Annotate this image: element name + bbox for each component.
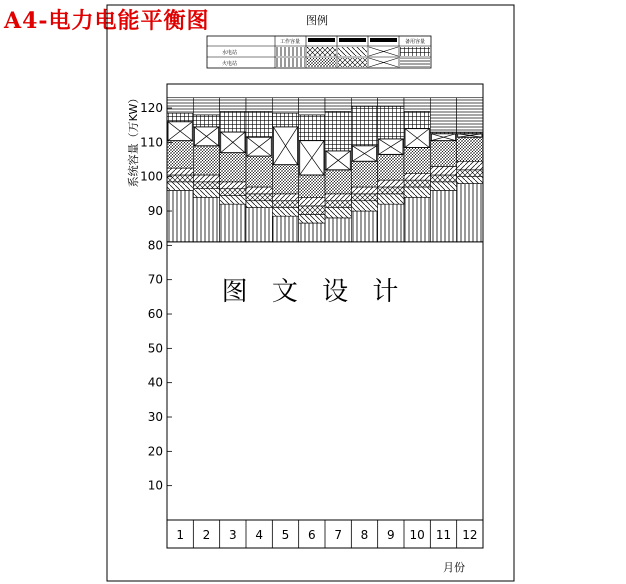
band-5-month-1 (167, 141, 193, 168)
band-8-month-6 (299, 98, 325, 115)
band-3-month-4 (246, 194, 272, 201)
band-2-month-12 (457, 177, 483, 184)
band-4-month-8 (351, 187, 377, 194)
y-tick-label: 100 (140, 169, 163, 184)
band-7-month-6 (299, 115, 325, 141)
band-2-month-7 (325, 208, 351, 218)
reserve-box-month-8 (352, 146, 376, 161)
band-1-month-2 (193, 197, 219, 242)
balance-chart (140, 84, 483, 548)
legend-header-5: 备用容量 (404, 39, 426, 45)
band-1-month-7 (325, 218, 351, 242)
page-title: A4-电力电能平衡图 (4, 8, 210, 34)
band-4-month-7 (325, 194, 351, 201)
band-4-month-10 (404, 173, 430, 180)
band-8-month-4 (246, 98, 272, 112)
band-7-month-8 (351, 106, 377, 145)
y-tick-label: 80 (147, 238, 163, 253)
legend-swatch-vert-2 (276, 58, 305, 67)
band-2-month-10 (404, 187, 430, 197)
band-2-month-5 (272, 208, 298, 217)
legend-swatch-horiz (400, 58, 430, 67)
band-3-month-6 (299, 206, 325, 215)
y-tick-label: 60 (147, 307, 163, 322)
band-4-month-1 (167, 168, 193, 175)
y-tick-label: 110 (140, 135, 163, 150)
month-label: 1 (176, 528, 184, 542)
reserve-box-month-12 (458, 134, 482, 137)
reserve-box-month-10 (405, 129, 429, 148)
month-label: 9 (387, 528, 395, 542)
band-5-month-11 (430, 141, 456, 167)
legend-swatch-xbox-2 (369, 58, 398, 67)
y-tick-label: 10 (147, 478, 163, 493)
reserve-box-month-11 (431, 134, 455, 141)
month-label: 4 (255, 528, 263, 542)
legend-swatch-back (338, 47, 367, 56)
band-4-month-6 (299, 197, 325, 206)
band-5-month-10 (404, 148, 430, 174)
band-2-month-11 (430, 182, 456, 191)
legend-swatch-grid (400, 47, 430, 56)
band-7-month-9 (378, 106, 404, 139)
band-4-month-9 (378, 180, 404, 187)
month-label: 8 (360, 528, 369, 542)
y-tick-label: 120 (140, 101, 163, 116)
band-5-month-4 (246, 156, 272, 187)
y-tick-label: 50 (147, 341, 163, 356)
band-8-month-3 (220, 98, 246, 112)
legend-swatch-cross (307, 47, 336, 56)
band-7-month-4 (246, 111, 272, 137)
legend (207, 13, 431, 68)
reserve-box-month-5 (273, 127, 297, 165)
band-2-month-4 (246, 201, 272, 208)
band-8-month-1 (167, 98, 193, 113)
y-tick-label: 20 (147, 444, 163, 459)
band-3-month-8 (351, 194, 377, 201)
band-2-month-3 (220, 196, 246, 205)
legend-swatch-dense (307, 58, 336, 67)
month-label: 12 (462, 528, 478, 542)
band-7-month-1 (167, 113, 193, 122)
legend-row-thermal: 火电站 (222, 61, 238, 67)
band-3-month-3 (220, 189, 246, 196)
band-4-month-3 (220, 182, 246, 189)
legend-swatch-cross-2 (338, 58, 367, 67)
band-3-month-7 (325, 201, 351, 208)
y-tick-label: 40 (147, 375, 163, 390)
band-8-month-9 (378, 98, 404, 107)
reserve-box-month-1 (168, 122, 192, 141)
month-label: 11 (435, 528, 452, 542)
band-3-month-11 (430, 175, 456, 182)
band-5-month-12 (457, 137, 483, 161)
band-5-month-3 (220, 153, 246, 182)
month-row (167, 520, 483, 548)
band-1-month-8 (351, 211, 377, 242)
band-3-month-10 (404, 180, 430, 187)
band-5-month-5 (272, 165, 298, 194)
month-label: 5 (281, 528, 290, 542)
band-3-month-1 (167, 175, 193, 182)
band-1-month-11 (430, 190, 456, 241)
capacity-bands (167, 98, 483, 242)
band-7-month-2 (193, 115, 219, 127)
band-1-month-5 (272, 216, 298, 242)
band-8-month-2 (193, 98, 219, 115)
band-4-month-11 (430, 166, 456, 175)
x-axis-label: 月份 (443, 561, 465, 574)
month-label: 6 (308, 528, 316, 542)
legend-swatch-vert (276, 47, 305, 56)
band-3-month-12 (457, 170, 483, 177)
band-1-month-3 (220, 204, 246, 242)
band-4-month-5 (272, 194, 298, 201)
y-axis-label: 系统容量（万KW） (127, 92, 140, 188)
month-label: 3 (229, 528, 237, 542)
band-5-month-8 (351, 161, 377, 187)
y-tick-label: 30 (147, 410, 163, 425)
band-3-month-5 (272, 201, 298, 208)
reserve-box-month-7 (326, 151, 350, 170)
band-2-month-2 (193, 189, 219, 198)
band-7-month-7 (325, 111, 351, 150)
band-4-month-2 (193, 175, 219, 182)
band-4-month-12 (457, 161, 483, 170)
legend-title: 图例 (306, 14, 328, 27)
band-7-month-10 (404, 111, 430, 128)
band-8-month-10 (404, 98, 430, 112)
reserve-box-month-9 (379, 139, 403, 154)
legend-swatch-xbox (369, 47, 398, 56)
band-1-month-1 (167, 190, 193, 241)
band-4-month-4 (246, 187, 272, 194)
y-tick-label: 90 (147, 204, 163, 219)
band-1-month-4 (246, 208, 272, 242)
band-5-month-6 (299, 175, 325, 197)
band-8-month-5 (272, 98, 298, 113)
band-2-month-1 (167, 182, 193, 191)
band-1-month-12 (457, 184, 483, 242)
band-8-month-8 (351, 98, 377, 107)
band-1-month-9 (378, 204, 404, 242)
reserve-box-month-4 (247, 137, 271, 156)
band-7-month-3 (220, 111, 246, 132)
reserve-box-month-2 (194, 127, 218, 146)
y-tick-label: 70 (147, 272, 163, 287)
band-1-month-10 (404, 197, 430, 242)
band-5-month-2 (193, 146, 219, 175)
legend-header-1: 工作容量 (279, 39, 301, 45)
center-caption: 图 文 设 计 (221, 277, 407, 307)
band-8-month-11 (430, 98, 456, 132)
band-1-month-6 (299, 223, 325, 242)
month-label: 10 (409, 528, 425, 542)
band-8-month-12 (457, 98, 483, 132)
band-7-month-5 (272, 113, 298, 127)
month-label: 7 (334, 528, 342, 542)
reserve-box-month-3 (221, 132, 245, 153)
reserve-box-month-6 (300, 141, 324, 175)
band-5-month-7 (325, 170, 351, 194)
band-2-month-6 (299, 214, 325, 223)
legend-row-hydro: 水电站 (222, 50, 238, 56)
month-label: 2 (202, 528, 211, 542)
band-8-month-7 (325, 98, 351, 112)
band-3-month-9 (378, 187, 404, 194)
band-3-month-2 (193, 182, 219, 189)
band-2-month-9 (378, 194, 404, 204)
band-2-month-8 (351, 201, 377, 211)
band-5-month-9 (378, 154, 404, 180)
